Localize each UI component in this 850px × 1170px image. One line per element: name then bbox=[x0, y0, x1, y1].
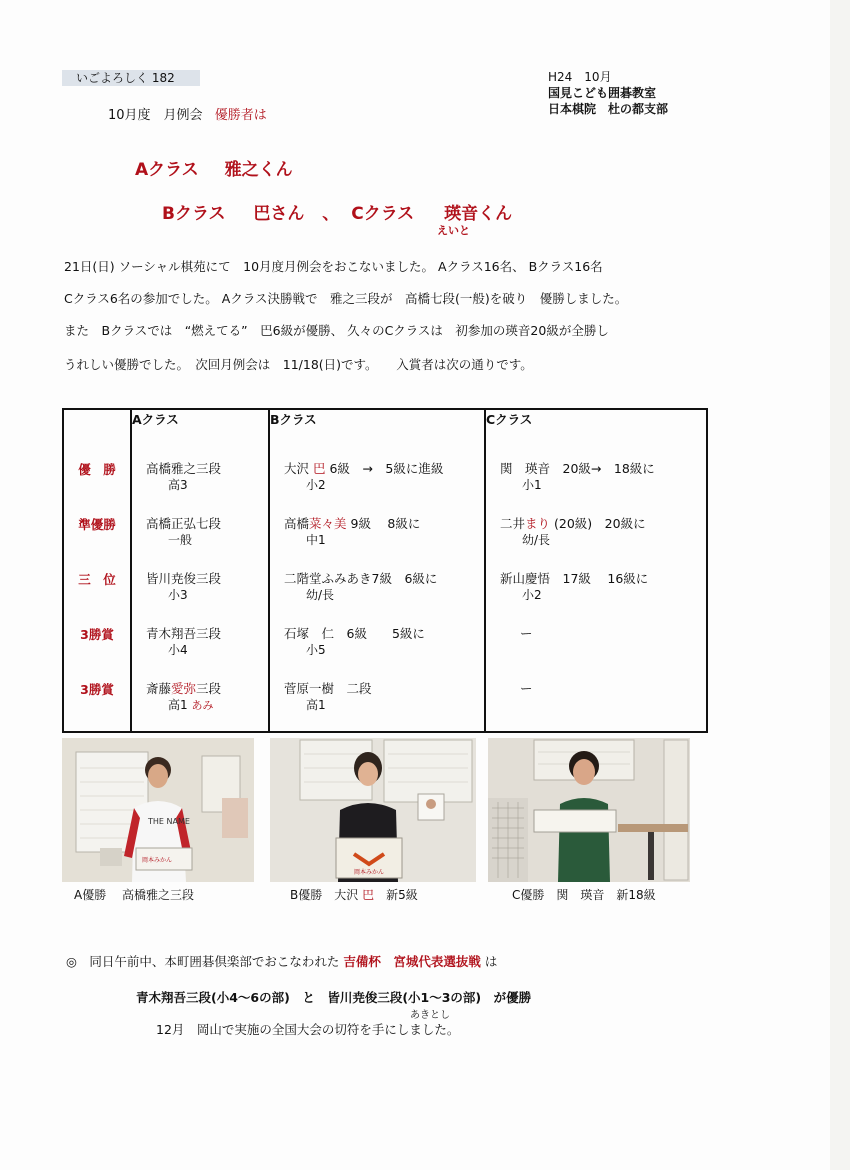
player-name: 石塚 仁 6級 5級に bbox=[284, 626, 425, 641]
table-header-b: Bクラス bbox=[269, 409, 485, 456]
table-row bbox=[63, 621, 707, 676]
rank-change: 9級 8級に bbox=[346, 516, 421, 531]
player-name: 二階堂ふみあき7級 6級に bbox=[284, 571, 438, 586]
report-line-1: 21日(日) ソーシャル棋苑にて 10月度月例会をおこないました。 Aクラス16名、 Bクラス16名 bbox=[64, 259, 603, 274]
empty-dash: ー bbox=[520, 681, 533, 696]
rank-change: 6級 → 5級に進級 bbox=[325, 461, 444, 476]
rank-label: 準優勝 bbox=[63, 511, 131, 566]
winner-bc-line bbox=[162, 199, 512, 224]
name-part: 高橋 bbox=[284, 516, 310, 531]
name-reading: あみ bbox=[191, 699, 214, 712]
player-grade: 高1 bbox=[306, 698, 326, 712]
photo-a-caption: A優勝 高橋雅之三段 bbox=[74, 888, 195, 902]
winner-separator: 、 bbox=[322, 204, 340, 224]
player-grade: 一般 bbox=[168, 533, 193, 547]
player-name bbox=[284, 460, 484, 477]
photo-b-winner bbox=[270, 738, 476, 882]
cell-a bbox=[131, 621, 269, 676]
table-header-a: Aクラス bbox=[131, 409, 269, 456]
name-part: 斎藤 bbox=[146, 681, 172, 696]
cell-b bbox=[269, 456, 485, 511]
player-grade: 小4 bbox=[168, 643, 188, 657]
subtitle-prefix: 10月度 月例会 bbox=[108, 108, 203, 123]
player-name: 菅原一樹 二段 bbox=[284, 681, 372, 696]
cell-c bbox=[485, 621, 707, 676]
player-name bbox=[146, 680, 268, 697]
photo-c-caption: C優勝 関 瑛音 新18級 bbox=[512, 888, 656, 902]
photo-a-winner bbox=[62, 738, 254, 882]
table-row bbox=[63, 511, 707, 566]
player-name: 高橋正弘七段 bbox=[146, 516, 222, 531]
note-text: ◎ 同日午前中、本町囲碁倶楽部でおこなわれた bbox=[66, 954, 344, 969]
player-grade: 高3 bbox=[168, 478, 188, 492]
photo-c-image bbox=[488, 738, 690, 882]
cell-c bbox=[485, 676, 707, 732]
note-line-2: 青木翔吾三段(小4〜6の部) と 皆川尭俊三段(小1〜3の部) が優勝 bbox=[136, 990, 532, 1005]
rank-label: 3勝賞 bbox=[63, 621, 131, 676]
box-label: 岡本みかん bbox=[354, 869, 385, 876]
photo-b-caption bbox=[290, 886, 418, 903]
name-highlight: 菜々美 bbox=[309, 516, 347, 531]
table-row bbox=[63, 566, 707, 621]
issue-date: H24 10月 bbox=[548, 70, 612, 84]
player-name: 高橋雅之三段 bbox=[146, 461, 222, 476]
winner-b-class: Bクラス bbox=[162, 204, 226, 224]
player-name bbox=[500, 515, 706, 532]
winner-c-name: 瑛音くん bbox=[444, 204, 513, 224]
player-grade: 幼/長 bbox=[306, 588, 335, 602]
cell-a bbox=[131, 511, 269, 566]
empty-dash: ー bbox=[520, 626, 533, 641]
photo-c-winner bbox=[488, 738, 690, 882]
player-grade: 中1 bbox=[306, 533, 326, 547]
winner-c-class: Cクラス bbox=[351, 204, 415, 224]
subtitle bbox=[108, 104, 267, 123]
note-line-1 bbox=[66, 952, 497, 970]
winner-a-class: Aクラス bbox=[135, 160, 199, 180]
photo-a-image bbox=[62, 738, 254, 882]
caption-highlight: 巴 bbox=[362, 888, 375, 902]
player-grade: 小1 bbox=[522, 478, 542, 492]
player-name bbox=[284, 515, 484, 532]
report-line-3: また Bクラスでは “燃えてる” 巴6級が優勝、 久々のCクラスは 初参加の瑛音20級が全勝し bbox=[64, 323, 609, 338]
note-text: は bbox=[480, 954, 498, 969]
cell-c bbox=[485, 566, 707, 621]
player-grade: 小2 bbox=[522, 588, 542, 602]
note-ruby: あきとし bbox=[410, 1010, 450, 1021]
cell-b bbox=[269, 676, 485, 732]
newsletter-badge: いごよろしく 182 bbox=[62, 70, 200, 86]
player-name: 皆川尭俊三段 bbox=[146, 571, 222, 586]
cell-a bbox=[131, 566, 269, 621]
player-name: 青木翔吾三段 bbox=[146, 626, 222, 641]
player-name: 関 瑛音 20級→ 18級に bbox=[500, 461, 655, 476]
table-row bbox=[63, 456, 707, 511]
player-name: 新山慶悟 17級 16級に bbox=[500, 571, 649, 586]
shirt-text: THE NAME bbox=[148, 817, 190, 826]
tournament-name: 吉備杯 宮城代表選抜戦 bbox=[343, 954, 481, 969]
cell-b bbox=[269, 621, 485, 676]
name-part: 大沢 bbox=[284, 461, 313, 476]
player-grade: 幼/長 bbox=[522, 533, 551, 547]
winner-a-name: 雅之くん bbox=[224, 160, 293, 180]
subtitle-highlight: 優勝者は bbox=[214, 108, 267, 123]
name-highlight: 巴 bbox=[312, 461, 326, 476]
rank-label: 三 位 bbox=[63, 566, 131, 621]
photo-b-image bbox=[270, 738, 476, 882]
cell-a bbox=[131, 456, 269, 511]
caption-part: 新5級 bbox=[374, 888, 418, 902]
grade-text: 高1 bbox=[168, 698, 188, 712]
table-row bbox=[63, 676, 707, 732]
report-line-4: うれしい優勝でした。 次回月例会は 11/18(日)です。 入賞者は次の通りです。 bbox=[64, 357, 533, 372]
cell-b bbox=[269, 566, 485, 621]
caption-part: B優勝 大沢 bbox=[290, 888, 363, 902]
rank-label: 3勝賞 bbox=[63, 676, 131, 732]
table-header-c: Cクラス bbox=[485, 409, 707, 456]
player-grade: 小5 bbox=[306, 643, 326, 657]
results-table bbox=[62, 408, 708, 733]
table-header-rank bbox=[63, 409, 131, 456]
player-grade: 小2 bbox=[306, 478, 326, 492]
winner-b-name: 巴さん bbox=[253, 204, 305, 224]
cell-c bbox=[485, 456, 707, 511]
player-grade bbox=[146, 697, 268, 714]
box-label: 岡本みかん bbox=[142, 857, 173, 864]
rank-change: (20級) 20級に bbox=[550, 516, 646, 531]
name-highlight: 愛弥 bbox=[171, 681, 197, 696]
name-highlight: まり bbox=[525, 516, 551, 531]
table-header-row bbox=[63, 409, 707, 456]
report-line-2: Cクラス6名の参加でした。 Aクラス決勝戦で 雅之三段が 高橋七段(一般)を破り 優勝しました。 bbox=[64, 291, 628, 306]
cell-b bbox=[269, 511, 485, 566]
cell-c bbox=[485, 511, 707, 566]
org-branch: 日本棋院 杜の都支部 bbox=[548, 102, 669, 116]
winner-a-line bbox=[135, 155, 293, 180]
rank-part: 三段 bbox=[196, 681, 222, 696]
cell-a bbox=[131, 676, 269, 732]
org-name: 国見こども囲碁教室 bbox=[548, 86, 657, 100]
rank-label: 優 勝 bbox=[63, 456, 131, 511]
player-grade: 小3 bbox=[168, 588, 188, 602]
name-part: 二井 bbox=[500, 516, 526, 531]
winner-c-ruby: えいと bbox=[437, 224, 470, 237]
note-line-3: 12月 岡山で実施の全国大会の切符を手にしました。 bbox=[156, 1022, 460, 1037]
